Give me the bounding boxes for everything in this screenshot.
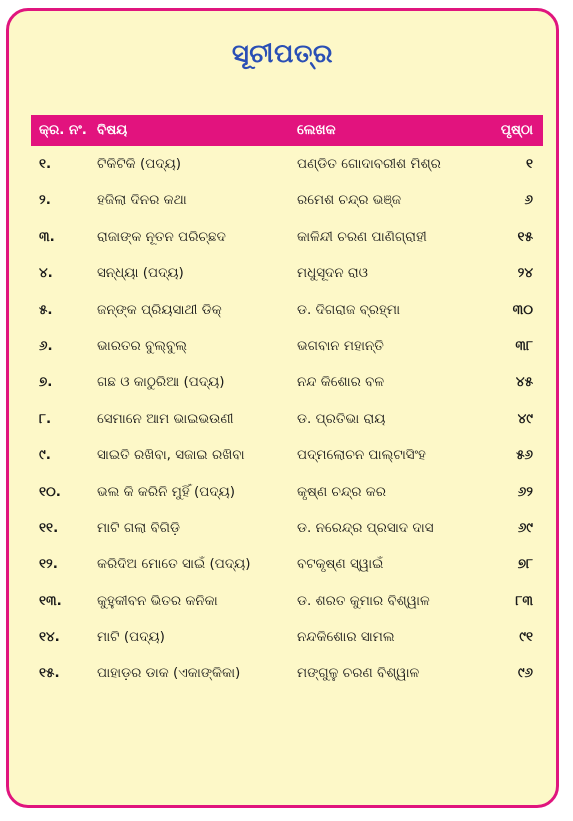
row-page: ୫୬ [516,447,533,464]
row-subject: ସେମାନେ ଆମ ଭାଇଭଉଣୀ [97,410,234,427]
row-number: ୪. [39,265,53,282]
row-author: ମଙ୍ଗୁଳୁ ଚରଣ ବିଶ୍ୱାଳ [297,665,420,682]
row-page: ୯୬ [517,665,533,682]
row-page: ୭୮ [517,556,533,573]
table-row [31,219,543,255]
table-row [31,510,543,546]
row-number: ୨. [39,192,51,209]
row-number: ୭. [39,374,53,391]
header-page: ପୃଷ୍ଠା [500,122,533,138]
header-subject: ବିଷୟ [97,122,128,138]
row-subject: ଟିକିଟିକି (ପଦ୍ୟ) [97,156,182,172]
row-subject: ମାଟି (ପଦ୍ୟ) [97,629,165,646]
table-row [31,655,543,691]
row-author: ଡ. ଶରତ କୁମାର ବିଶ୍ୱାଳ [297,592,430,609]
table-row [31,474,543,510]
row-author: ନନ୍ଦ କିଶୋର ବଳ [297,374,385,391]
table-row [31,583,543,619]
row-author: ମଧୁସୂଦନ ରାଓ [297,265,368,282]
row-subject: ସାଇତି ରଖିବା, ସଜାଇ ରଖିବା [97,447,245,464]
header-author: ଲେଖକ [297,122,336,138]
table-row [31,328,543,364]
table-row [31,546,543,582]
row-subject: ଜନ୍‌ଙ୍କ ପ୍ରିୟସାଥୀ ଡିକ୍‌ [97,301,222,318]
row-author: ବଟକୃଷ୍ଣ ସ୍ୱାଇଁ [297,556,384,573]
row-number: ୧୩. [39,592,62,609]
row-author: ଡ. ନରେନ୍ଦ୍ର ପ୍ରସାଦ ଦାସ [297,519,434,536]
row-author: ପଦ୍ମଲୋଚନ ପାଲ୍‌ଟାସିଂହ [297,447,426,464]
row-author: କୃଷ୍ଣ ଚନ୍ଦ୍ର କର [297,483,386,500]
row-number: ୮. [39,410,52,427]
row-page: ୧ [525,156,533,172]
row-subject: କୁହୁକୀବନ ଭିତର କନିକା [97,592,218,609]
row-author: ନନ୍ଦକିଶୋର ସାମଲ [297,629,395,646]
row-number: ୯. [39,447,51,464]
table-row [31,292,543,328]
row-subject: କରିଦିଅ ମୋତେ ସାଇଁ (ପଦ୍ୟ) [97,556,251,573]
row-number: ୫. [39,301,53,318]
row-subject: ହଜିଲା ଦିନର କଥା [97,192,187,209]
row-page: ୬୨ [517,483,533,500]
table-row [31,146,543,182]
row-subject: ରାଜାଙ୍କ ନୂତନ ପରିଚ୍ଛଦ [97,228,226,245]
row-subject: ପାହାଡ଼ର ଡାକ (ଏକାଙ୍କିକା) [97,665,241,682]
row-page: ୩୮ [515,337,533,354]
table-header [31,115,543,146]
row-author: ପଣ୍ଡିତ ଗୋଦାବରୀଶ ମିଶ୍ର [297,156,441,172]
row-page: ୨୪ [517,265,533,282]
row-page: ୬୯ [517,519,533,536]
row-subject: ଭାରତର ବୁଲ୍‌ବୁଲ୍‌ [97,337,187,354]
table-row [31,182,543,218]
row-number: ୧୦. [39,483,61,500]
header-number: କ୍ର. ନଂ. [39,122,87,138]
table-row [31,255,543,291]
row-author: ଭଗବାନ ମହାନ୍ତି [297,337,384,354]
row-number: ୬. [39,337,53,354]
row-page: ୮୩ [515,592,533,609]
page-title: ସୂଚୀପତ୍ର [231,39,334,69]
row-subject: ଗଛ ଓ କାଠୁରିଆ (ପଦ୍ୟ) [97,374,225,391]
row-subject: ଭଲ କି କରିନି ମୁହିଁ (ପଦ୍ୟ) [97,483,236,500]
row-author: ଡ. ପ୍ରତିଭା ରାୟ [297,410,386,427]
row-number: ୧୪. [39,629,60,646]
contents-table [31,115,543,692]
row-number: ୩. [39,228,55,245]
row-number: ୧୫. [39,665,60,682]
contents-page-frame [6,8,559,808]
row-author: କାଳିନ୍ଦୀ ଚରଣ ପାଣିଗ୍ରାହୀ [297,228,427,245]
row-author: ଡ. ଦିଗରାଜ ବ୍ରହ୍ମା [297,301,401,318]
row-number: ୧୨. [39,556,58,573]
row-author: ରମେଶ ଚନ୍ଦ୍ର ଭଞ୍ଜ [297,192,402,209]
row-page: ୧୫ [517,228,533,245]
row-page: ୩୦ [512,301,533,318]
table-row [31,364,543,400]
table-body [31,146,543,692]
table-row [31,619,543,655]
table-row [31,437,543,473]
row-page: ୪୫ [515,374,533,391]
row-page: ୬ [524,192,533,209]
row-page: ୪୯ [517,410,533,427]
row-subject: ସନ୍ଧ୍ୟା (ପଦ୍ୟ) [97,265,184,282]
row-number: ୧୧. [39,519,59,536]
row-number: ୧. [39,156,52,172]
row-subject: ମାଟି ଗଲା ବିଗିଡ଼ି [97,519,181,536]
row-page: ୯୧ [519,629,533,646]
table-row [31,401,543,437]
